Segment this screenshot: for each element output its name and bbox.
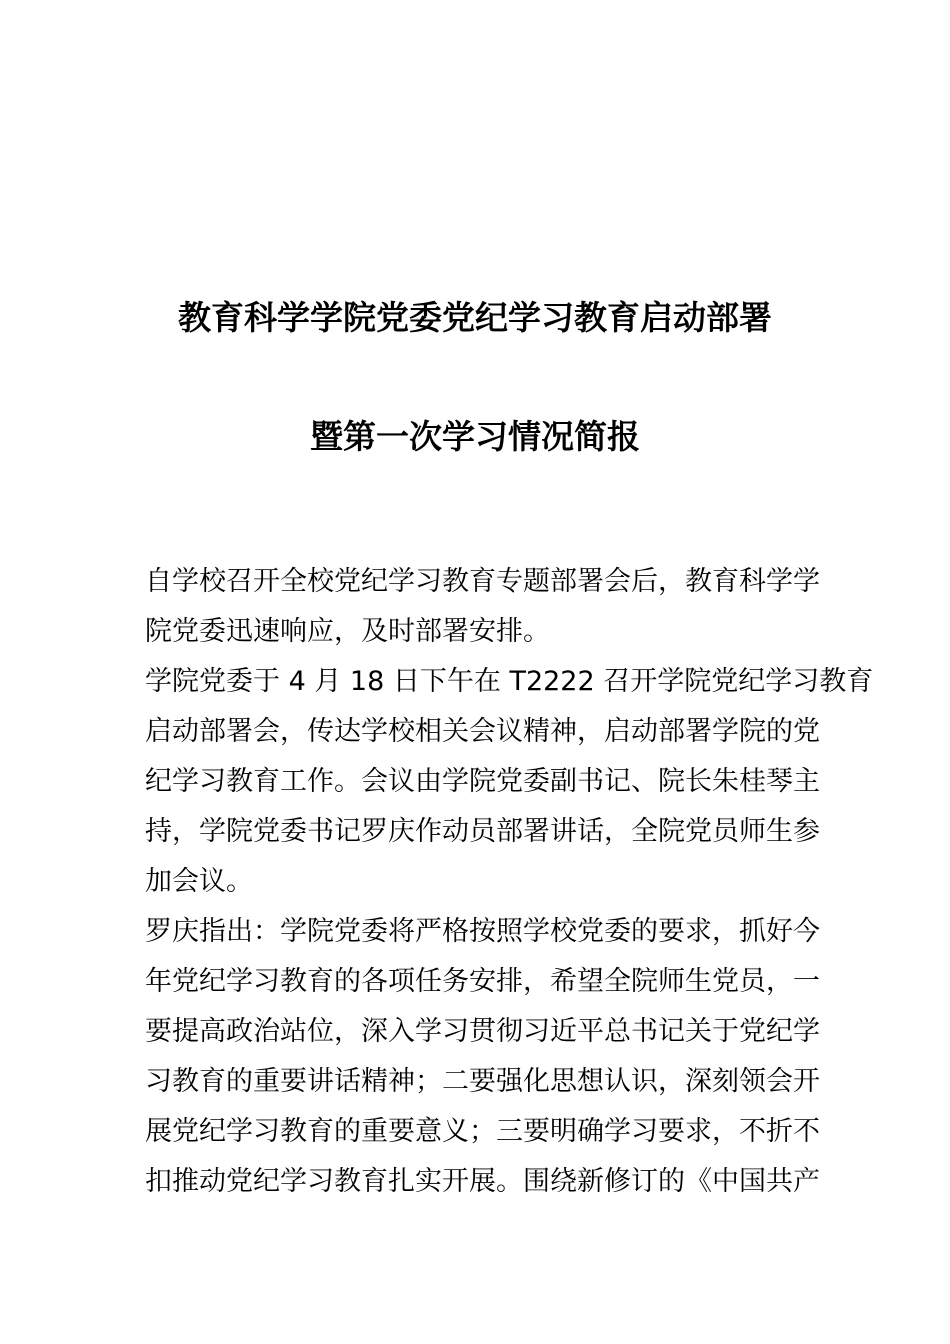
paragraph (145, 657, 874, 907)
text-line: 院党委迅速响应，及时部署安排。 (145, 616, 550, 647)
text-line: 扣推动党纪学习教育扎实开展。围绕新修订的《中国共产 (145, 1166, 820, 1197)
text-line: 习教育的重要讲话精神；二要强化思想认识，深刻领会开 (145, 1066, 820, 1097)
text-line: 自学校召开全校党纪学习教育专题部署会后，教育科学学 (145, 566, 820, 597)
text-line: 启动部署会，传达学校相关会议精神，启动部署学院的党 (145, 716, 820, 747)
paragraph (145, 907, 820, 1207)
title-line-1: 教育科学学院党委党纪学习教育启动部署 (178, 298, 772, 337)
title-line-2: 暨第一次学习情况简报 (310, 417, 640, 456)
text-line: 持，学院党委书记罗庆作动员部署讲话，全院党员师生参 (145, 816, 820, 847)
text-line: 展党纪学习教育的重要意义；三要明确学习要求，不折不 (145, 1116, 820, 1147)
text-line: 学院党委于 4 月 18 日下午在 T2222 召开学院党纪学习教育 (145, 666, 874, 697)
text-line: 罗庆指出：学院党委将严格按照学校党委的要求，抓好今 (145, 916, 820, 947)
paragraph (145, 557, 820, 657)
text-line: 年党纪学习教育的各项任务安排，希望全院师生党员，一 (145, 966, 820, 997)
text-line: 要提高政治站位，深入学习贯彻习近平总书记关于党纪学 (145, 1016, 820, 1047)
text-line: 纪学习教育工作。会议由学院党委副书记、院长朱桂琴主 (145, 766, 820, 797)
document-body (145, 557, 874, 1207)
text-line: 加会议。 (145, 866, 253, 897)
